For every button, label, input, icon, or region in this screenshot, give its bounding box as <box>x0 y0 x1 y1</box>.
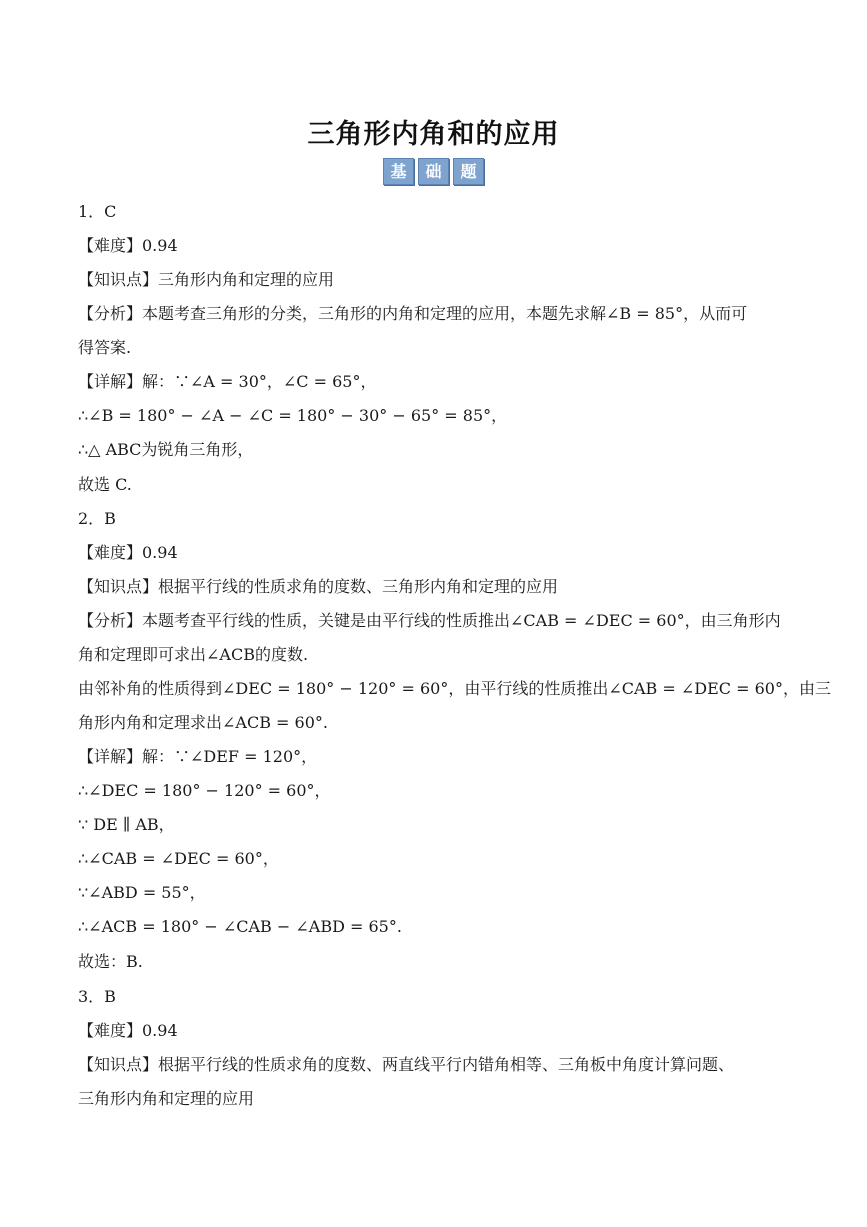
q3-difficulty: 【难度】0.94 <box>78 1021 178 1040</box>
q1-difficulty: 【难度】0.94 <box>78 236 178 255</box>
q1-answer: 1．C <box>78 202 117 221</box>
q3-answer: 3．B <box>78 987 116 1006</box>
q2-detail-line-6: ∴∠ACB = 180° − ∠CAB − ∠ABD = 65°. <box>78 917 402 936</box>
badge-char: 础 <box>418 158 449 185</box>
badge-char: 题 <box>453 158 484 185</box>
q2-detail-line-3: ∵ DE ∥ AB， <box>78 815 175 834</box>
badge-char: 基 <box>383 158 414 185</box>
q2-analysis-line-3: 由邻补角的性质得到∠DEC = 180° − 120° = 60°，由平行线的性质推出∠CAB = ∠DEC = 60°，由三 <box>78 679 831 698</box>
q1-detail-line-1: 【详解】解：∵∠A = 30°，∠C = 65°， <box>78 372 377 391</box>
page-title: 三角形内角和的应用 <box>307 119 560 150</box>
q1-knowledge: 【知识点】三角形内角和定理的应用 <box>78 270 335 289</box>
q1-analysis-line-1: 【分析】本题考查三角形的分类，三角形的内角和定理的应用，本题先求解∠B = 85°，从而可 <box>78 304 748 323</box>
q2-analysis-line-4: 角形内角和定理求出∠ACB = 60°. <box>78 713 328 732</box>
q1-detail-line-2: ∴∠B = 180° − ∠A − ∠C = 180° − 30° − 65° = 85°， <box>78 406 508 425</box>
q1-choose: 故选 C. <box>78 475 132 494</box>
q1-analysis-line-2: 得答案. <box>78 338 132 357</box>
q2-detail-line-2: ∴∠DEC = 180° − 120° = 60°， <box>78 781 331 800</box>
q2-detail-line-4: ∴∠CAB = ∠DEC = 60°， <box>78 849 279 868</box>
q2-analysis-line-2: 角和定理即可求出∠ACB的度数. <box>78 645 309 664</box>
q2-choose: 故选：B. <box>78 952 143 971</box>
q2-difficulty: 【难度】0.94 <box>78 543 178 562</box>
q3-knowledge-line-1: 【知识点】根据平行线的性质求角的度数、两直线平行内错角相等、三角板中角度计算问题、 <box>78 1055 735 1074</box>
q1-detail-line-3: ∴△ ABC为锐角三角形， <box>78 440 254 459</box>
q2-knowledge: 【知识点】根据平行线的性质求角的度数、三角形内角和定理的应用 <box>78 577 559 596</box>
section-badge <box>0 158 867 185</box>
q2-detail-line-1: 【详解】解：∵∠DEF = 120°， <box>78 747 318 766</box>
q2-analysis-line-1: 【分析】本题考查平行线的性质，关键是由平行线的性质推出∠CAB = ∠DEC = 60°，由三角形内 <box>78 611 781 630</box>
q2-answer: 2．B <box>78 509 116 528</box>
q3-knowledge-line-2: 三角形内角和定理的应用 <box>78 1089 255 1108</box>
q2-detail-line-5: ∵∠ABD = 55°， <box>78 883 206 902</box>
